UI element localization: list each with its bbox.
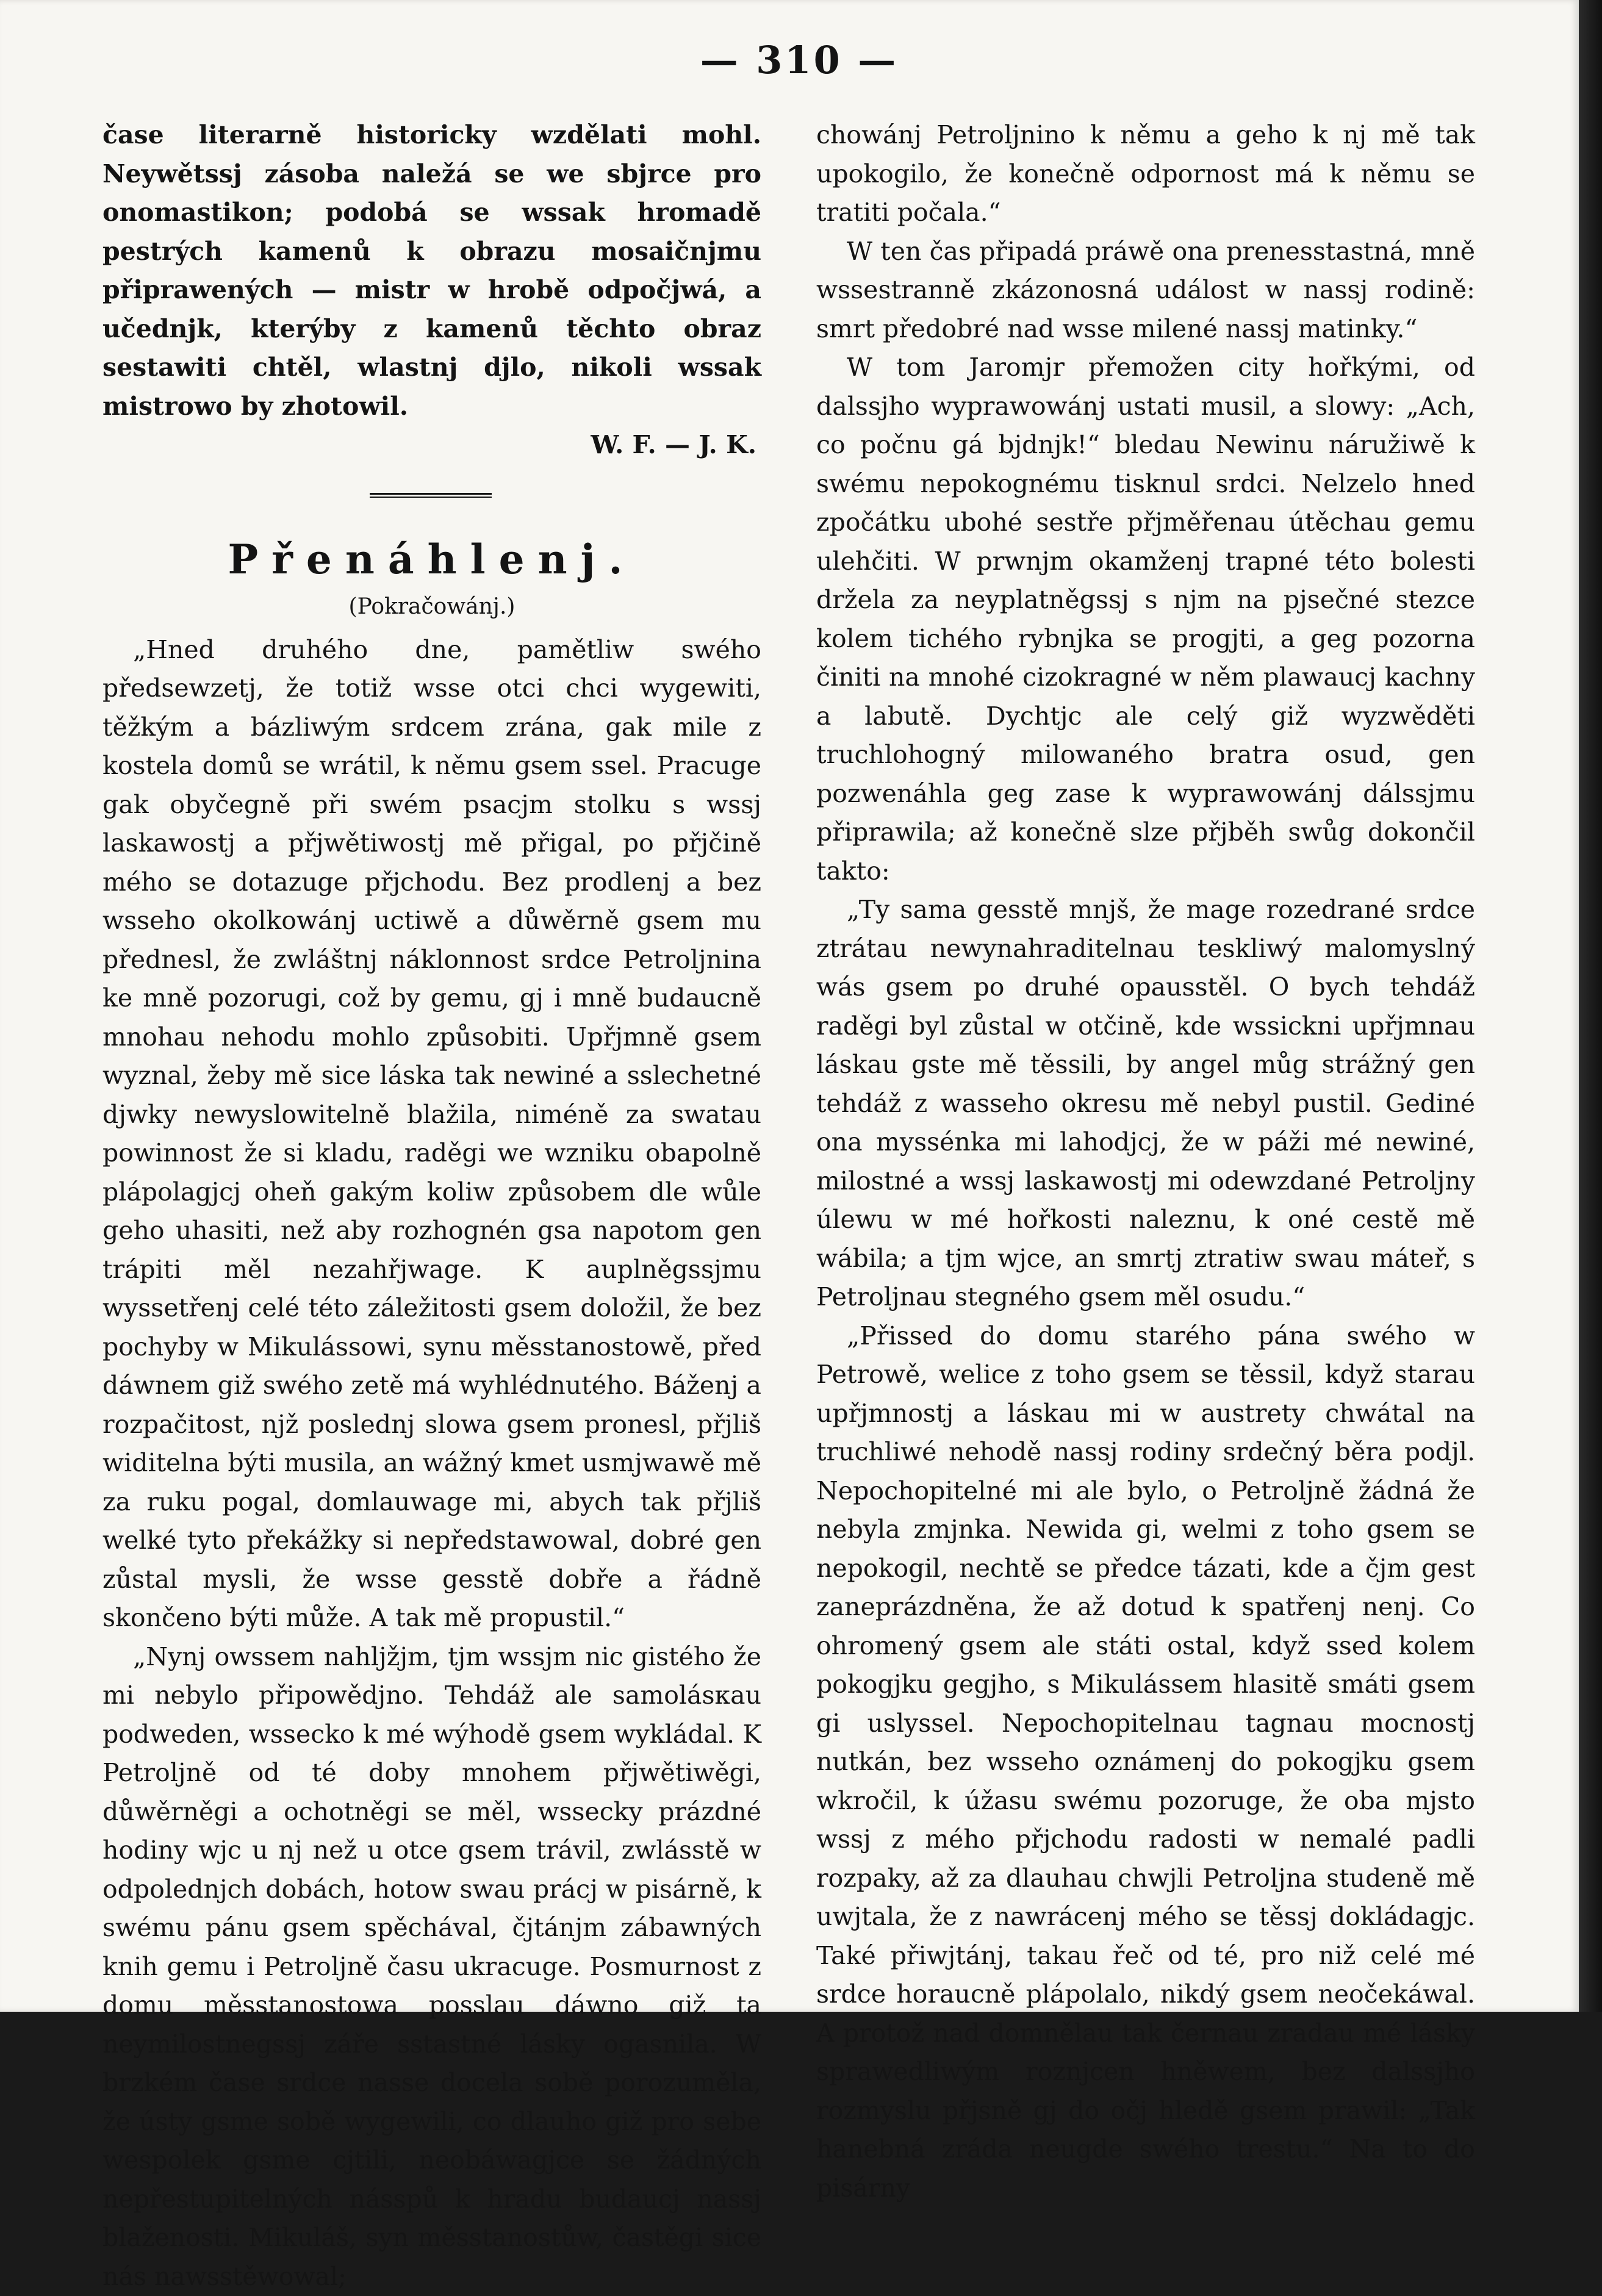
article-paragraph: W tom Jaromjr přemožen city hořkými, od dalssjho wyprawowánj ustati musil, a slowy: „Ach, co počnu gá bjdnjk!“ bledau Newinu náružiwě k swému nepokognému tisknul srdci. Nelzelo hned zpočátku ubohé sestře přjměřenau útěchau gemu ulehčiti. W prwnjm okamženj trapné této bolesti držela za neyplatněgssj s njm na pjsečné stezce kolem tichého rybnjka se progjti, a geg pozorna činiti na mnohé cizokragné w něm plawaucj kachny a labutě. Dychtjc ale celý giž wyzwěděti truchlohogný milowaného bratra osud, gen pozwenáhla geg zase k wyprawowánj dálssjmu připrawila; až konečně slze přjběh swůg dokončil takto:: [816, 348, 1475, 891]
article-paragraph: „Nynj owssem nahljžjm, tjm wssjm nic gistého že mi nebylo připowědjno. Tehdáž ale samolásкau podweden, wssecko k mé wýhodě gsem wykládal. K Petroljně od té doby mnohem přjwětiwěgi, důwěrněgi a ochotněgi se měl, wssecky prázdné hodiny wjc u nj než u otce gsem trávil, zwlásstě w odpolednjch dobách, hotow swau prácj w pisárně, k swému pánu gsem spěchával, čjtánjm zábawných knih gemu i Petroljně času ukracuge. Posmurnost z domu měsstanostowa posslau dáwno giž ta neymilostnegssj záře sstastné lásky ogasnila. W brzkém čase srdce nasse docela sobě porozuměla, že ústy gsme sobě wygewili, co dlauho giž pro sebe wespolek gsme cjtili, neobáwagjce se žádných nepřestupitelných násspů k hradu budaucj nassj blaženosti. Mikuláš, syn měsstanostůw, častěgi sice nás nawsstěwowal;: [102, 1638, 761, 2296]
author-signature: W. F. — J. K.: [102, 426, 761, 465]
article-paragraph: W ten čas připadá práwě ona prenesstastná, mně wssestranně zkázonosná událost w nassj rodině: smrt předobré nad wsse milené nassj matinky.“: [816, 232, 1475, 349]
section-subtitle: (Pokračowánj.): [102, 589, 761, 625]
left-column: [102, 116, 761, 2296]
section-title: Přenáhlenj.: [102, 532, 761, 587]
page-number: — 310 —: [659, 38, 939, 82]
article-paragraph: „Hned druhého dne, pamětliw swého předsewzetj, že totiž wsse otci chci wygewiti, těžkým a bázliwým srdcem zrána, gak mile z kostela domů se wrátil, k němu gsem ssel. Pracuge gak obyčegně při swém psacjm stolku s wssj laskawostj a přjwětiwostj mě přigal, po přjčině mého se dotazuge přjchodu. Bez prodlenj a bez wsseho okolkowánj uctiwě a důwěrně gsem mu přednesl, že zwláštnj náklonnost srdce Petroljnina ke mně pozorugi, což by gemu, gj i mně budaucně mnohau nehodu mohlo způsobiti. Upřjmně gsem wyznal, žeby mě sice láska tak newiné a sslechetné djwky newyslowitelně blažila, niméně za swatau powinnost že si kladu, raděgi we wzniku obapolně plápolagjcj oheň gakým koliw způsobem dle wůle geho uhasiti, než aby rozhognén gsa napotom gen trápiti měl nezahřjwage. K auplněgssjmu wyssetřenj celé této záležitosti gsem doložil, že bez pochyby w Mikulássowi, synu měsstanostowě, před dáwnem giž swého zetě má wyhlédnutého. Báženj a rozpačitost, njž poslednj slowa gsem pronesl, přjliš widitelna býti musila, an wážný kmet usmjwawě mě za ruku pogal, domlauwage mi, abych tak přjliš welké tyto překážky si nepředstawowal, dobré gen zůstal mysli, že wsse gesstě dobře a řádně skončeno býti může. A tak mě propustil.“: [102, 631, 761, 1638]
article-paragraph: „Ty sama gesstě mnjš, že mage rozedrané srdce ztrátau newynahraditelnau teskliwý malomyslný wás gsem po druhé opausstěl. O bych tehdáž raděgi byl zůstal w otčině, kde wssickni upřjmnau láskau gste mě těssili, by angel můg strážný gen tehdáž z wasseho okresu mě nebyl pustil. Gediné ona myssénka mi lahodjcj, že w páži mé newiné, milostné a wssj laskawostj mi odewzdané Petroljny úlewu w mé hořkosti naleznu, k oné cestě mě wábila; a tjm wjce, an smrtj ztratiw swau máteř, s Petroljnau stegného gsem měl osudu.“: [816, 891, 1475, 1317]
article-paragraph: chowánj Petroljnino k němu a geho k nj mě tak upokogilo, že konečně odpornost má k němu se tratiti počala.“: [816, 116, 1475, 232]
section-divider: [102, 465, 761, 514]
opening-paragraph: časе literarně historicky wzdělati mohl. Neywětssj zásoba naležá se we sbjrce pro onomastikon; podobá se wssak hromadě pestrých kamenů k obrazu mosaičnjmu připrawených — mistr w hrobě odpočjwá, a učednjk, kterýby z kamenů těchto obraz sestawiti chtěl, wlastnj djlo, nikoli wssak mistrowo by zhotowil.: [102, 116, 761, 426]
right-column: [816, 116, 1475, 2208]
double-rule: [370, 493, 492, 498]
article-paragraph: „Přissed do domu starého pána swého w Petrowě, welice z toho gsem se těssil, když starau upřjmnostj a láskau mi w austrety chwátal na truchliwé nehodě nassj rodiny srdečný běra podjl. Nepochopitelné mi ale bylo, o Petroljně žádná že nebyla zmjnka. Newida gi, welmi z toho gsem se nepokogil, nechtě se předce tázati, kde a čjm gest zaneprázdněna, že až dotud k spatřenj nenj. Co ohromený gsem ale státi ostal, když ssed kolem pokogjku gegjho, s Mikulássem hlasitě smáti gsem gi uslyssel. Nepochopitelnau tagnau mocnostj nutkán, bez wsseho oznámenj do pokogjku gsem wkročil, k úžasu swému pozoruge, že oba mjsto wssj z mého přjchodu radosti w nemalé padli rozpaky, až za dlauhau chwjli Petroljna studeně mě uwjtala, že z nawrácenj mého se těssj dokládagjc. Také přiwjtánj, takau řeč od té, pro niž celé mé srdce horaucně plápolalo, nikdý gsem neočekáwal. A protož nad domnělau tak černau zradau mé lásky sprawedliwým roznjcen hněwem, bez dalssjho rozmyslu přjsně gj do očj hledě gsem prawil: „Tak hanebná zráda neugde swého trestu.“ Na to do pisárny: [816, 1317, 1475, 2208]
scan-edge: [1579, 0, 1602, 2012]
